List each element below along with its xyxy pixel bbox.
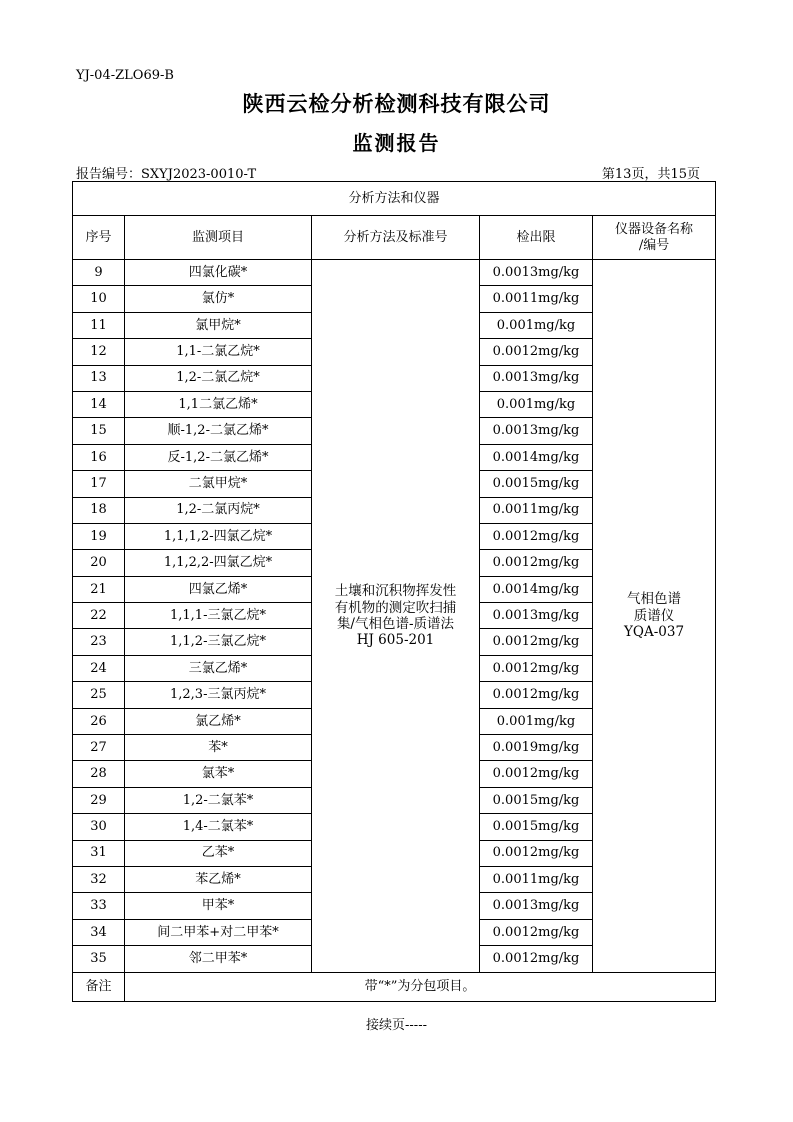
row-no: 25 bbox=[73, 682, 125, 708]
row-item: 三氯乙烯* bbox=[125, 655, 312, 681]
row-limit: 0.0012mg/kg bbox=[480, 840, 593, 866]
row-item: 反-1,2-二氯乙烯* bbox=[125, 444, 312, 470]
row-no: 24 bbox=[73, 655, 125, 681]
page-number: 第13页，共15页 bbox=[601, 167, 700, 182]
instrument-line: 气相色谱 bbox=[627, 591, 682, 608]
row-item: 1,1二氯乙烯* bbox=[125, 391, 312, 417]
row-no: 27 bbox=[73, 735, 125, 761]
row-limit: 0.0013mg/kg bbox=[480, 893, 593, 919]
row-item: 1,1,1,2-四氯乙烷* bbox=[125, 523, 312, 549]
row-limit: 0.0013mg/kg bbox=[480, 365, 593, 391]
row-item: 氯苯* bbox=[125, 761, 312, 787]
row-limit: 0.0012mg/kg bbox=[480, 655, 593, 681]
row-no: 34 bbox=[73, 919, 125, 945]
row-limit: 0.0012mg/kg bbox=[480, 550, 593, 576]
row-limit: 0.0012mg/kg bbox=[480, 523, 593, 549]
header-method: 分析方法及标准号 bbox=[312, 216, 480, 260]
header-item: 监测项目 bbox=[125, 216, 312, 260]
document-code: YJ-04-ZLO69-B bbox=[76, 68, 174, 83]
row-no: 9 bbox=[73, 260, 125, 286]
row-no: 19 bbox=[73, 523, 125, 549]
row-limit: 0.0011mg/kg bbox=[480, 286, 593, 312]
row-no: 13 bbox=[73, 365, 125, 391]
row-item: 1,1-二氯乙烷* bbox=[125, 339, 312, 365]
row-limit: 0.0019mg/kg bbox=[480, 735, 593, 761]
remark-text: 带“*”为分包项目。 bbox=[125, 972, 716, 1001]
method-cell bbox=[312, 260, 480, 973]
row-no: 14 bbox=[73, 391, 125, 417]
row-no: 18 bbox=[73, 497, 125, 523]
continued-note: 接续页----- bbox=[366, 1018, 427, 1033]
section-title: 分析方法和仪器 bbox=[73, 182, 716, 216]
company-name: 陕西云检分析检测科技有限公司 bbox=[242, 91, 551, 116]
row-no: 22 bbox=[73, 603, 125, 629]
analysis-methods-table bbox=[72, 181, 716, 1002]
row-no: 31 bbox=[73, 840, 125, 866]
row-item: 1,4-二氯苯* bbox=[125, 814, 312, 840]
row-item: 甲苯* bbox=[125, 893, 312, 919]
row-item: 1,1,2,2-四氯乙烷* bbox=[125, 550, 312, 576]
row-no: 23 bbox=[73, 629, 125, 655]
header-instrument-line2: /编号 bbox=[638, 237, 670, 253]
row-limit: 0.0012mg/kg bbox=[480, 682, 593, 708]
row-limit: 0.0013mg/kg bbox=[480, 418, 593, 444]
row-item: 四氯乙烯* bbox=[125, 576, 312, 602]
instrument-line: YQA-037 bbox=[624, 623, 685, 640]
row-item: 1,1,1-三氯乙烷* bbox=[125, 603, 312, 629]
row-no: 17 bbox=[73, 471, 125, 497]
row-no: 11 bbox=[73, 312, 125, 338]
row-limit: 0.0015mg/kg bbox=[480, 471, 593, 497]
row-limit: 0.0014mg/kg bbox=[480, 576, 593, 602]
row-item: 苯乙烯* bbox=[125, 866, 312, 892]
row-no: 10 bbox=[73, 286, 125, 312]
row-item: 间二甲苯+对二甲苯* bbox=[125, 919, 312, 945]
row-item: 苯* bbox=[125, 735, 312, 761]
row-no: 21 bbox=[73, 576, 125, 602]
row-limit: 0.0015mg/kg bbox=[480, 787, 593, 813]
method-line: 有机物的测定吹扫捕 bbox=[334, 599, 457, 616]
row-item: 1,1,2-三氯乙烷* bbox=[125, 629, 312, 655]
remark-label: 备注 bbox=[73, 972, 125, 1001]
row-limit: 0.0012mg/kg bbox=[480, 629, 593, 655]
row-no: 35 bbox=[73, 946, 125, 972]
row-item: 1,2-二氯苯* bbox=[125, 787, 312, 813]
instrument-line: 质谱仪 bbox=[633, 607, 675, 624]
row-limit: 0.0012mg/kg bbox=[480, 761, 593, 787]
row-limit: 0.0014mg/kg bbox=[480, 444, 593, 470]
row-item: 氯甲烷* bbox=[125, 312, 312, 338]
report-title: 监测报告 bbox=[352, 131, 441, 155]
row-no: 16 bbox=[73, 444, 125, 470]
remark-row bbox=[73, 972, 716, 1001]
row-item: 氯仿* bbox=[125, 286, 312, 312]
table-row bbox=[73, 260, 716, 286]
row-item: 1,2,3-三氯丙烷* bbox=[125, 682, 312, 708]
row-no: 33 bbox=[73, 893, 125, 919]
row-limit: 0.001mg/kg bbox=[480, 312, 593, 338]
row-limit: 0.0012mg/kg bbox=[480, 339, 593, 365]
row-no: 20 bbox=[73, 550, 125, 576]
method-line: 土壤和沉积物挥发性 bbox=[334, 583, 457, 600]
method-line: 集/气相色谱-质谱法 bbox=[336, 615, 455, 632]
row-no: 12 bbox=[73, 339, 125, 365]
method-line: HJ 605-201 bbox=[356, 631, 435, 648]
row-no: 29 bbox=[73, 787, 125, 813]
row-no: 32 bbox=[73, 866, 125, 892]
header-instrument bbox=[593, 216, 716, 260]
row-item: 二氯甲烷* bbox=[125, 471, 312, 497]
header-instrument-line1: 仪器设备名称 bbox=[615, 221, 694, 237]
header-limit: 检出限 bbox=[480, 216, 593, 260]
row-limit: 0.0012mg/kg bbox=[480, 946, 593, 972]
row-limit: 0.0011mg/kg bbox=[480, 497, 593, 523]
header-no: 序号 bbox=[73, 216, 125, 260]
row-limit: 0.0012mg/kg bbox=[480, 919, 593, 945]
row-limit: 0.0015mg/kg bbox=[480, 814, 593, 840]
row-no: 15 bbox=[73, 418, 125, 444]
row-no: 28 bbox=[73, 761, 125, 787]
row-limit: 0.0013mg/kg bbox=[480, 603, 593, 629]
row-item: 乙苯* bbox=[125, 840, 312, 866]
row-limit: 0.0013mg/kg bbox=[480, 260, 593, 286]
row-item: 1,2-二氯乙烷* bbox=[125, 365, 312, 391]
row-no: 26 bbox=[73, 708, 125, 734]
row-limit: 0.0011mg/kg bbox=[480, 866, 593, 892]
row-limit: 0.001mg/kg bbox=[480, 708, 593, 734]
row-item: 1,2-二氯丙烷* bbox=[125, 497, 312, 523]
instrument-cell bbox=[593, 260, 716, 973]
row-item: 顺-1,2-二氯乙烯* bbox=[125, 418, 312, 444]
row-item: 四氯化碳* bbox=[125, 260, 312, 286]
row-item: 氯乙烯* bbox=[125, 708, 312, 734]
row-limit: 0.001mg/kg bbox=[480, 391, 593, 417]
report-number: 报告编号：SXYJ2023-0010-T bbox=[76, 167, 257, 182]
row-item: 邻二甲苯* bbox=[125, 946, 312, 972]
row-no: 30 bbox=[73, 814, 125, 840]
